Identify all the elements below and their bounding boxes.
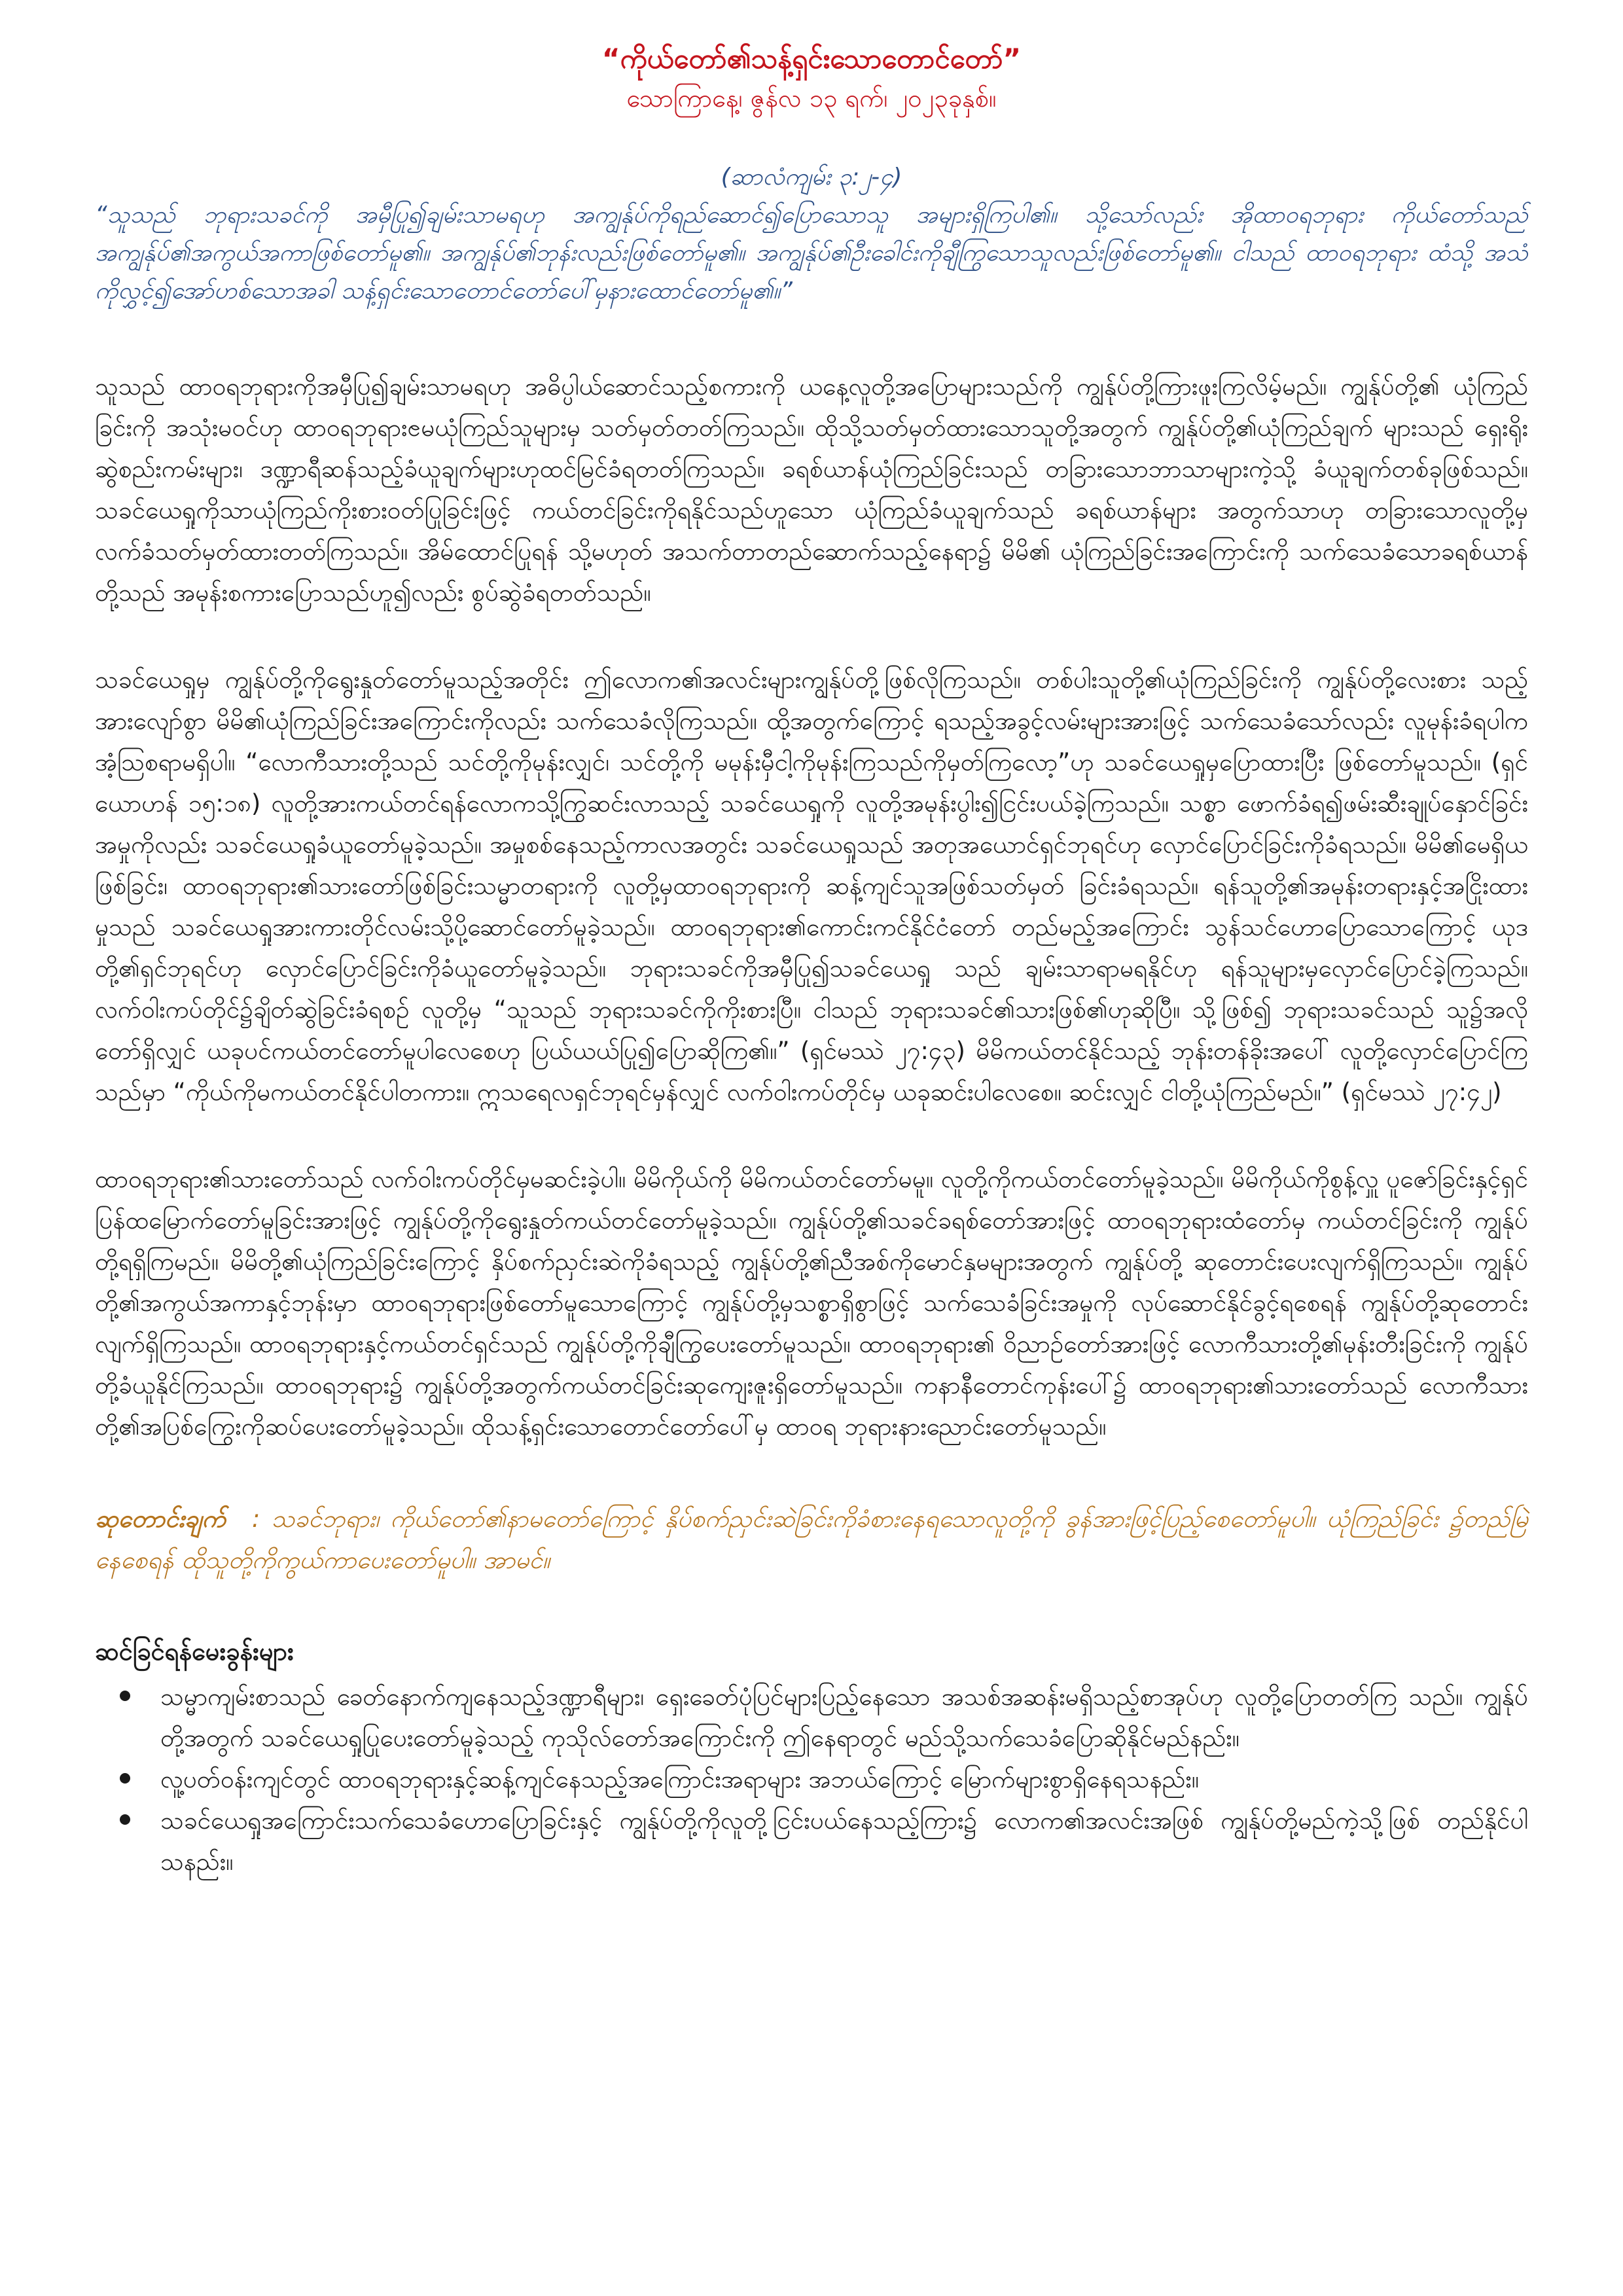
prayer-section — [95, 1498, 1528, 1581]
questions-list — [95, 1676, 1528, 1882]
question-item-2 — [160, 1759, 1528, 1800]
prayer-label: ဆုတောင်းချက် — [95, 1505, 226, 1533]
body-paragraph-3: ထာဝရဘုရား၏သားတော်သည် လက်ဝါးကပ်တိုင်မှမဆင်းခဲ့ပါ။ မိမိကိုယ်ကို မိမိကယ်တင်တော်မမူ။ လူတို့ကိုကယ်တင်တော်မူခဲ့သည်။ မိမိကိုယ်ကိုစွန့်လှူ ပူဇော်ခြင်းနှင့်ရှင်ပြန်ထမြောက်တော်မူခြင်းအားဖြင့် ကျွန်ုပ်တို့ကိုရွေးနှုတ်ကယ်တင်တော်မူခဲ့သည်။ ကျွန်ုပ်တို့၏သခင်ခရစ်တော်အားဖြင့် ထာဝရဘုရားထံတော်မှ ကယ်တင်ခြင်းကို ကျွန်ုပ်တို့ရရှိကြမည်။ မိမိတို့၏ယုံကြည်ခြင်းကြောင့် နှိပ်စက်ညှင်းဆဲကိုခံရသည့် ကျွန်ုပ်တို့၏ညီအစ်ကိုမောင်နှမများအတွက် ကျွန်ုပ်တို့ ဆုတောင်းပေးလျက်ရှိကြသည်။ ကျွန်ုပ်တို့၏အကွယ်အကာနှင့်ဘုန်းမှာ ထာဝရဘုရားဖြစ်တော်မူသောကြောင့် ကျွန်ုပ်တို့မှသစ္စာရှိစွာဖြင့် သက်သေခံခြင်းအမှုကို လုပ်ဆောင်နိုင်ခွင့်ရစေရန် ကျွန်ုပ်တို့ဆုတောင်းလျက်ရှိကြသည်။ ထာဝရဘုရားနှင့်ကယ်တင်ရှင်သည် ကျွန်ုပ်တို့ကိုချီကြွပေးတော်မူသည်။ ထာဝရဘုရား၏ ဝိညာဉ်တော်အားဖြင့် လောကီသားတို့၏မုန်းတီးခြင်းကို ကျွန်ုပ်တို့ခံယူနိုင်ကြသည်။ ထာဝရဘုရား၌ ကျွန်ုပ်တို့အတွက်ကယ်တင်ခြင်းဆုကျေးဇူးရှိတော်မူသည်။ ကနာနီတောင်ကုန်းပေါ်၌ ထာဝရဘုရား၏သားတော်သည် လောကီသားတို့၏အပြစ်ကြွေးကိုဆပ်ပေးတော်မူခဲ့သည်။ ထိုသန့်ရှင်းသောတောင်တော်ပေါ်မှ ထာဝရ ဘုရားနားညောင်းတော်မူသည်။ — [95, 1165, 1529, 1441]
scripture-quote: “သူသည် ဘုရားသခင်ကို အမှီပြု၍ချမ်းသာမရဟု အကျွန်ုပ်ကိုရည်ဆောင်၍ပြောသောသူ အများရှိကြပါ၏။ သို့သော်လည်း အိုထာဝရဘုရား ကိုယ်တော်သည် အကျွန်ုပ်၏အကွယ်အကာဖြစ်တော်မူ၏။ အကျွန်ုပ်၏ဘုန်းလည်းဖြစ်တော်မူ၏။ အကျွန်ုပ်၏ဦးခေါင်းကိုချီကြွသောသူလည်းဖြစ်တော်မူ၏။ ငါသည် ထာဝရဘုရား ထံသို့ အသံကိုလွှင့်၍အော်ဟစ်သောအခါ သန့်ရှင်းသောတောင်တော်ပေါ်မှနားထောင်တော်မူ၏။” — [95, 202, 1528, 304]
prayer-text: : သခင်ဘုရား၊ ကိုယ်တော်၏နာမတော်ကြောင့် နှိပ်စက်ညှင်းဆဲခြင်းကိုခံစားနေရသောလူတို့ကို ခွန်အားဖြင့်ပြည့်စေတော်မူပါ။ ယုံကြည်ခြင်း ၌တည်မြဲနေစေရန် ထိုသူတို့ကိုကွယ်ကာပေးတော်မူပါ။ အာမင်။ — [95, 1505, 1528, 1574]
bullet-icon — [120, 1814, 130, 1825]
scripture-reference: (ဆာလံကျမ်း ၃:၂-၄) — [721, 164, 902, 190]
question-item-1 — [160, 1676, 1528, 1759]
question-text: သမ္မာကျမ်းစာသည် ခေတ်နောက်ကျနေသည့်ဒဏ္ဍာရီများ၊ ရှေးခေတ်ပုံပြင်များပြည့်နေသော အသစ်အဆန်းမရှိသည့်စာအုပ်ဟု လူတို့ပြောတတ်ကြ သည်။ ကျွန်ုပ်တို့အတွက် သခင်ယေရှုပြုပေးတော်မူခဲ့သည့် ကုသိုလ်တော်အကြောင်းကို ဤနေရာတွင် မည်သို့သက်သေခံပြောဆိုနိုင်မည်နည်း။ — [160, 1683, 1528, 1752]
question-text: သခင်ယေရှုအကြောင်းသက်သေခံဟောပြောခြင်းနှင့် ကျွန်ုပ်တို့ကိုလူတို့ငြင်းပယ်နေသည့်ကြား၌ လောက၏အလင်းအဖြစ် ကျွန်ုပ်တို့မည်ကဲ့သို့ဖြစ် တည်နိုင်ပါသနည်း။ — [160, 1806, 1528, 1876]
body-paragraph-1: သူသည် ထာဝရဘုရားကိုအမှီပြု၍ချမ်းသာမရဟု အဓိပ္ပါယ်ဆောင်သည့်စကားကို ယနေ့လူတို့အပြောများသည်ကို ကျွန်ုပ်တို့ကြားဖူးကြလိမ့်မည်။ ကျွန်ုပ်တို့၏ ယုံကြည်ခြင်းကို အသုံးမဝင်ဟု ထာဝရဘုရားၔမယုံကြည်သူများမှ သတ်မှတ်တတ်ကြသည်။ ထိုသို့သတ်မှတ်ထားသောသူတို့အတွက် ကျွန်ုပ်တို့၏ယုံကြည်ချက် များသည် ရှေးရိုးဆွဲစည်းကမ်းများ၊ ဒဏ္ဍာရီဆန်သည့်ခံယူချက်များဟုထင်မြင်ခံရတတ်ကြသည်။ ခရစ်ယာန်ယုံကြည်ခြင်းသည် တခြားသောဘာသာများကဲ့သို့ ခံယူချက်တစ်ခုဖြစ်သည်။ သခင်ယေရှုကိုသာယုံကြည်ကိုးစားဝတ်ပြုခြင်းဖြင့် ကယ်တင်ခြင်းကိုရနိုင်သည်ဟူသော ယုံကြည်ခံယူချက်သည် ခရစ်ယာန်များ အတွက်သာဟု တခြားသောလူတို့မှ လက်ခံသတ်မှတ်ထားတတ်ကြသည်။ အိမ်ထောင်ပြုရန် သို့မဟုတ် အသက်တာတည်ဆောက်သည့်နေရာ၌ မိမိ၏ ယုံကြည်ခြင်းအကြောင်းကို သက်သေခံသောခရစ်ယာန်တို့သည် အမုန်းစကားပြောသည်ဟူ၍လည်း စွပ်ဆွဲခံရတတ်သည်။ — [95, 372, 1528, 607]
bullet-icon — [120, 1691, 130, 1701]
question-text: လူ့ပတ်ဝန်းကျင်တွင် ထာဝရဘုရားနှင့်ဆန့်ကျင်နေသည့်အကြောင်းအရာများ အဘယ်ကြောင့် မြောက်များစွာရှိနေရသနည်း။ — [160, 1765, 1200, 1793]
questions-heading: ဆင်ခြင်ရန်မေးခွန်းများ — [95, 1637, 294, 1666]
body-paragraph-2: သခင်ယေရှုမှ ကျွန်ုပ်တို့ကိုရွေးနှုတ်တော်မူသည့်အတိုင်း ဤလောက၏အလင်းများကျွန်ုပ်တို့ဖြစ်လိုကြသည်။ တစ်ပါးသူတို့၏ယုံကြည်ခြင်းကို ကျွန်ုပ်တို့လေးစား သည့်အားလျော်စွာ မိမိ၏ယုံကြည်ခြင်းအကြောင်းကိုလည်း သက်သေခံလိုကြသည်။ ထို့အတွက်ကြောင့် ရသည့်အခွင့်လမ်းများအားဖြင့် သက်သေခံသော်လည်း လူမုန်းခံရပါကအံ့သြစရာမရှိပါ။ “လောကီသားတို့သည် သင်တို့ကိုမုန်းလျှင်၊ သင်တို့ကို မမုန်းမှီငါ့ကိုမုန်းကြသည်ကိုမှတ်ကြလော့”ဟု သခင်ယေရှုမှပြောထားပြီး ဖြစ်တော်မူသည်။ (ရှင်ယောဟန် ၁၅:၁၈) လူတို့အားကယ်တင်ရန်လောကသို့ကြွဆင်းလာသည့် သခင်ယေရှုကို လူတို့အမုန်းပွါး၍ငြင်းပယ်ခဲ့ကြသည်။ သစ္စာ ဖောက်ခံရ၍ဖမ်းဆီးချုပ်နှောင်ခြင်းအမှုကိုလည်း သခင်ယေရှုခံယူတော်မူခဲ့သည်။ အမှုစစ်နေသည့်ကာလအတွင်း သခင်ယေရှုသည် အတုအယောင်ရှင်ဘုရင်ဟု လှောင်ပြောင်ခြင်းကိုခံရသည်။ မိမိ၏မေရှိယဖြစ်ခြင်း၊ ထာဝရဘုရား၏သားတော်ဖြစ်ခြင်းသမ္မာတရားကို လူတို့မှထာဝရဘုရားကို ဆန့်ကျင်သူအဖြစ်သတ်မှတ် ခြင်းခံရသည်။ ရန်သူတို့၏အမုန်းတရားနှင့်အငြိုးထားမှုသည် သခင်ယေရှုအားကားတိုင်လမ်းသို့ပို့ဆောင်တော်မူခဲ့သည်။ ထာဝရဘုရား၏ကောင်းကင်နိုင်ငံတော် တည်မည့်အကြောင်း သွန်သင်ဟောပြောသောကြောင့် ယုဒတို့၏ရှင်ဘုရင်ဟု လှောင်ပြောင်ခြင်းကိုခံယူတော်မူခဲ့သည်။ ဘုရားသခင်ကိုအမှီပြု၍သခင်ယေရှု သည် ချမ်းသာရာမရနိုင်ဟု ရန်သူများမှလှောင်ပြောင်ခဲ့ကြသည်။ လက်ဝါးကပ်တိုင်၌ချိတ်ဆွဲခြင်းခံရစဉ် လူတို့မှ “သူသည် ဘုရားသခင်ကိုကိုးစားပြီ။ ငါသည် ဘုရားသခင်၏သားဖြစ်၏ဟုဆိုပြီ။ သို့ဖြစ်၍ ဘုရားသခင်သည် သူ၌အလိုတော်ရှိလျှင် ယခုပင်ကယ်တင်တော်မူပါလေစေဟု ပြယ်ယယ်ပြု၍ပြောဆိုကြ၏။” (ရှင်မဿဲ ၂၇:၄၃) မိမိကယ်တင်နိုင်သည့် ဘုန်းတန်ခိုးအပေါ် လူတို့လှောင်ပြောင်ကြသည်မှာ “ကိုယ်ကိုမကယ်တင်နိုင်ပါတကား။ ဣသရေလရှင်ဘုရင်မှန်လျှင် လက်ဝါးကပ်တိုင်မှ ယခုဆင်းပါလေစေ။ ဆင်းလျှင် ငါတို့ယုံကြည်မည်။” (ရှင်မဿဲ ၂၇:၄၂) — [95, 666, 1528, 1106]
devotional-date: သောကြာနေ့၊ ဇွန်လ ၁၃ ရက်၊ ၂၀၂၃ခုနှစ်။ — [626, 84, 997, 113]
question-item-3 — [160, 1800, 1528, 1882]
devotional-title: “ကိုယ်တော်၏သန့်ရှင်းသောတောင်တော်” — [601, 43, 1022, 75]
bullet-icon — [120, 1773, 130, 1784]
